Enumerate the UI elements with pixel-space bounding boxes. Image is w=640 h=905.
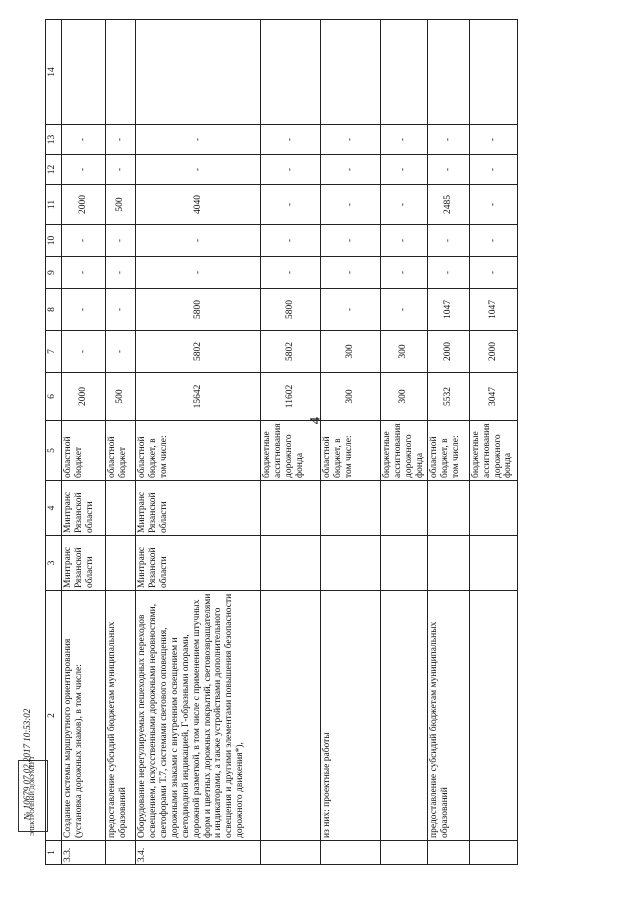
table-cell-col6: 300 — [381, 373, 428, 421]
table-cell-col5: бюджетные ассигнования дорожного фонда — [469, 421, 517, 481]
table-cell-col12: - — [427, 155, 469, 185]
table-cell-col9: - — [469, 257, 517, 289]
table-cell-col6: 2000 — [62, 373, 106, 421]
table-cell-col9: - — [381, 257, 428, 289]
table-cell-col2: предоставление субсидий бюджетам муниципальных образований — [106, 591, 136, 841]
table-cell-col2 — [469, 591, 517, 841]
table-cell-col8: 5800 — [136, 289, 261, 331]
col-header: 9 — [46, 257, 62, 289]
table-cell-col4 — [381, 481, 428, 536]
table-cell-col4 — [106, 481, 136, 536]
table-cell-col3 — [381, 536, 428, 591]
table-cell-col10: - — [106, 225, 136, 257]
table-cell-col13: - — [469, 125, 517, 155]
table-cell-col14 — [427, 20, 469, 125]
table-cell-col8: - — [62, 289, 106, 331]
table-cell-col4: Минтранс Рязанской области — [136, 481, 261, 536]
table-cell-col1 — [321, 841, 381, 865]
table-cell-col14 — [321, 20, 381, 125]
table-header-row — [46, 20, 62, 865]
table-cell-col2: Оборудование нерегулируемых пешеходных переходов освещением, искусственными дорожными неровностями, светофорами Т.7, системами светового оповещения, дорожными знаками с внутренним освещением и светодиодной индикацией, Г-образными опорами, дорожной разметкой, в том числе с применением штучных форм и цветных дорожных покрытий, световозвращателями и индикаторами, а также устройствами дополнительного освещения и другими элементами повышения безопасности дорожного движения*), — [136, 591, 261, 841]
table-cell-col7: 5802 — [136, 331, 261, 373]
table-cell-col12: - — [321, 155, 381, 185]
table-cell-col9: - — [136, 257, 261, 289]
stamp-text: ЭЛЕКТРОННЫЙ ДОКУМЕНТ — [30, 755, 37, 837]
table-cell-col10: - — [261, 225, 321, 257]
table-cell-col10: - — [136, 225, 261, 257]
table-cell-col10: - — [427, 225, 469, 257]
col-header: 13 — [46, 125, 62, 155]
table-cell-col8: 5800 — [261, 289, 321, 331]
table-cell-col13: - — [321, 125, 381, 155]
table-cell-col5: областной бюджет — [106, 421, 136, 481]
col-header: 6 — [46, 373, 62, 421]
table-cell-col1 — [469, 841, 517, 865]
table-cell-col13: - — [136, 125, 261, 155]
table-cell-col7: 2000 — [469, 331, 517, 373]
col-header: 5 — [46, 421, 62, 481]
col-header: 10 — [46, 225, 62, 257]
table-cell-col2 — [381, 591, 428, 841]
table-cell-col7: 300 — [381, 331, 428, 373]
table-cell-col6: 11602 — [261, 373, 321, 421]
table-cell-col5: областной бюджет, в том числе: — [321, 421, 381, 481]
table-cell-col6: 300 — [321, 373, 381, 421]
table-cell-col3: Минтранс Рязанской области — [136, 536, 261, 591]
table-cell-col11: 2000 — [62, 185, 106, 225]
table-cell-col8: - — [321, 289, 381, 331]
table-cell-col5: бюджетные ассигнования дорожного фонда — [261, 421, 321, 481]
table-cell-col10: - — [381, 225, 428, 257]
col-header: 2 — [46, 591, 62, 841]
table-cell-col11: - — [381, 185, 428, 225]
table-row — [106, 20, 136, 865]
table-cell-col7: - — [62, 331, 106, 373]
table-cell-col4 — [261, 481, 321, 536]
table-cell-col12: - — [136, 155, 261, 185]
table-cell-col8: 1047 — [469, 289, 517, 331]
table-cell-col3 — [469, 536, 517, 591]
table-cell-col12: - — [469, 155, 517, 185]
table-cell-col14 — [261, 20, 321, 125]
table-cell-col3 — [106, 536, 136, 591]
budget-table-sheet — [45, 20, 595, 865]
table-cell-col7: 2000 — [427, 331, 469, 373]
table-cell-col2: из них: проектные работы — [321, 591, 381, 841]
table-cell-col12: - — [261, 155, 321, 185]
col-header: 7 — [46, 331, 62, 373]
table-cell-col4 — [427, 481, 469, 536]
table-cell-col6: 500 — [106, 373, 136, 421]
table-cell-col7: - — [106, 331, 136, 373]
table-cell-col3 — [321, 536, 381, 591]
table-cell-col13: - — [381, 125, 428, 155]
table-cell-col11: 4040 — [136, 185, 261, 225]
table-cell-col5: областной бюджет — [62, 421, 106, 481]
table-cell-col9: - — [427, 257, 469, 289]
table-cell-col10: - — [469, 225, 517, 257]
table-cell-col4 — [469, 481, 517, 536]
table-cell-col14 — [136, 20, 261, 125]
table-row — [469, 20, 517, 865]
table-cell-col2: предоставление субсидий бюджетам муниципальных образований — [427, 591, 469, 841]
table-cell-col12: - — [106, 155, 136, 185]
table-cell-col6: 5532 — [427, 373, 469, 421]
table-cell-col7: 300 — [321, 331, 381, 373]
table-cell-col14 — [469, 20, 517, 125]
table-row — [427, 20, 469, 865]
table-row — [321, 20, 381, 865]
col-header: 3 — [46, 536, 62, 591]
table-cell-col8: - — [106, 289, 136, 331]
table-cell-col14 — [62, 20, 106, 125]
table-cell-col12: - — [62, 155, 106, 185]
table-cell-col1 — [106, 841, 136, 865]
table-cell-col13: - — [261, 125, 321, 155]
table-cell-col8: 1047 — [427, 289, 469, 331]
table-row — [381, 20, 428, 865]
table-cell-col12: - — [381, 155, 428, 185]
table-row — [62, 20, 106, 865]
col-header: 12 — [46, 155, 62, 185]
col-header: 14 — [46, 20, 62, 125]
table-cell-col5: областной бюджет, в том числе: — [136, 421, 261, 481]
table-row — [136, 20, 261, 865]
table-cell-col4: Минтранс Рязанской области — [62, 481, 106, 536]
table-cell-col10: - — [321, 225, 381, 257]
table-cell-col14 — [106, 20, 136, 125]
table-cell-col9: - — [62, 257, 106, 289]
table-cell-col9: - — [106, 257, 136, 289]
table-cell-col1 — [381, 841, 428, 865]
table-cell-col11: 2485 — [427, 185, 469, 225]
table-cell-col1 — [261, 841, 321, 865]
table-cell-col5: бюджетные ассигнования дорожного фонда — [381, 421, 428, 481]
table-cell-col7: 5802 — [261, 331, 321, 373]
col-header: 1 — [46, 841, 62, 865]
page-number: 4 — [307, 416, 324, 425]
table-cell-col1: 3.4. — [136, 841, 261, 865]
table-cell-col11: - — [261, 185, 321, 225]
budget-table — [45, 19, 518, 865]
table-cell-col11: - — [321, 185, 381, 225]
table-cell-col13: - — [427, 125, 469, 155]
col-header: 4 — [46, 481, 62, 536]
table-cell-col5: областной бюджет, в том числе: — [427, 421, 469, 481]
table-cell-col8: - — [381, 289, 428, 331]
col-header: 11 — [46, 185, 62, 225]
table-cell-col3 — [261, 536, 321, 591]
table-cell-col3: Минтранс Рязанской области — [62, 536, 106, 591]
document-registration-info: № 10679 07.02.2017 10:53:02 — [22, 708, 32, 820]
table-cell-col13: - — [106, 125, 136, 155]
table-cell-col1: 3.3. — [62, 841, 106, 865]
table-cell-col3 — [427, 536, 469, 591]
table-cell-col11: 500 — [106, 185, 136, 225]
table-cell-col1 — [427, 841, 469, 865]
table-cell-col4 — [321, 481, 381, 536]
table-cell-col6: 15642 — [136, 373, 261, 421]
table-cell-col14 — [381, 20, 428, 125]
col-header: 8 — [46, 289, 62, 331]
table-cell-col11: - — [469, 185, 517, 225]
table-cell-col2 — [261, 591, 321, 841]
table-cell-col10: - — [62, 225, 106, 257]
table-cell-col13: - — [62, 125, 106, 155]
table-cell-col9: - — [261, 257, 321, 289]
table-cell-col9: - — [321, 257, 381, 289]
table-cell-col2: Создание системы маршрутного ориентирования (установка дорожных знаков), в том числе: — [62, 591, 106, 841]
table-row — [261, 20, 321, 865]
table-cell-col6: 3047 — [469, 373, 517, 421]
